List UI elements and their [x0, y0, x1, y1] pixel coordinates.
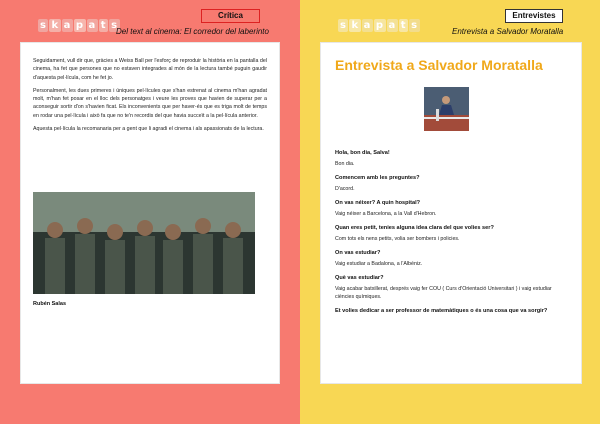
interview-title: Entrevista a Salvador Moratalla	[335, 57, 543, 73]
review-paragraph: Seguidament, vull dir que, gràcies a Weiss Ball per l'esforç de reproduir la història en la pantalla del cinema, ha fet que persones que no estaven integrades al món de la lectura també puguin gaudir d'aquesta pel·lícula, com he fet jo.	[33, 58, 267, 81]
logo-letter: a	[88, 20, 96, 31]
interview-qa	[335, 149, 571, 318]
review-sheet	[20, 42, 280, 384]
right-page	[300, 0, 600, 424]
logo-letter: t	[400, 20, 407, 31]
question: On vas estudiar?	[335, 250, 381, 256]
magazine-logo	[338, 8, 421, 32]
section-tag-critica: Crítica	[201, 9, 260, 23]
answer: Bon dia.	[335, 161, 355, 167]
magazine-logo	[38, 8, 121, 32]
question: Què vas estudiar?	[335, 275, 384, 281]
review-paragraph: Personalment, les dues primeres i úniques pel·lícules que s'han estrenat al cinema m'han agradat molt, m'han fet posar en el lloc dels personatges i veure les proves que havien de superar per a aconseguir sortir d'on s'havien ficat. Els inconvenients que per haver-és que es triga molt de temps en rodar una pel·lícula i això fa que no te'n recordis del que havia succeït a la pel·lícula anterior.	[33, 87, 267, 119]
logo-letter: s	[111, 20, 118, 31]
logo-letter: k	[351, 20, 359, 31]
logo-letter: t	[100, 20, 107, 31]
logo-letter: s	[40, 20, 47, 31]
review-author: Rubén Salas	[33, 301, 67, 307]
question: Hola, bon dia, Salva!	[335, 150, 390, 156]
logo-letter: s	[411, 20, 418, 31]
answer: Vaig estudiar a Badalona, a l'Albéniz.	[335, 261, 423, 267]
section-tag-entrevistes: Entrevistes	[505, 9, 563, 23]
logo-letter: s	[340, 20, 347, 31]
answer: Vaig acabar batxillerat, després vaig fer COU ( Curs d'Orientació Universitari ) i vaig estudiar ciències químiques.	[335, 286, 552, 300]
logo-letter: p	[375, 20, 384, 31]
logo-letter: a	[388, 20, 396, 31]
answer: Vaig néixer a Barcelona, a la Vall d'Hebron.	[335, 211, 437, 217]
interview-sheet	[320, 42, 582, 384]
logo-letter: p	[75, 20, 84, 31]
logo-letter: k	[51, 20, 59, 31]
logo-letter: a	[63, 20, 71, 31]
interviewee-photo	[424, 87, 469, 131]
answer: D'acord.	[335, 186, 355, 192]
interview-subtitle: Entrevista a Salvador Moratalla	[452, 27, 564, 36]
review-subtitle: Del text al cinema: El corredor del laberinto	[116, 27, 269, 36]
review-paragraph: Aquesta pel·lícula la recomanaria per a gent que li agradi el cinema i als apassionats de la lectura.	[33, 126, 264, 133]
review-body	[21, 43, 279, 133]
answer: Com tots els nens petits, volia ser bombers i policies.	[335, 236, 460, 242]
question: On vas néixer? A quin hospital?	[335, 200, 421, 206]
question: Comencem amb les preguntes?	[335, 175, 420, 181]
question: Quan eres petit, tenies alguna idea clara del que volies ser?	[335, 225, 494, 231]
question: Et volies dedicar a ser professor de matemàtiques o és una cosa que va sorgir?	[335, 308, 548, 314]
movie-cast-photo	[33, 192, 255, 294]
logo-letter: a	[363, 20, 371, 31]
